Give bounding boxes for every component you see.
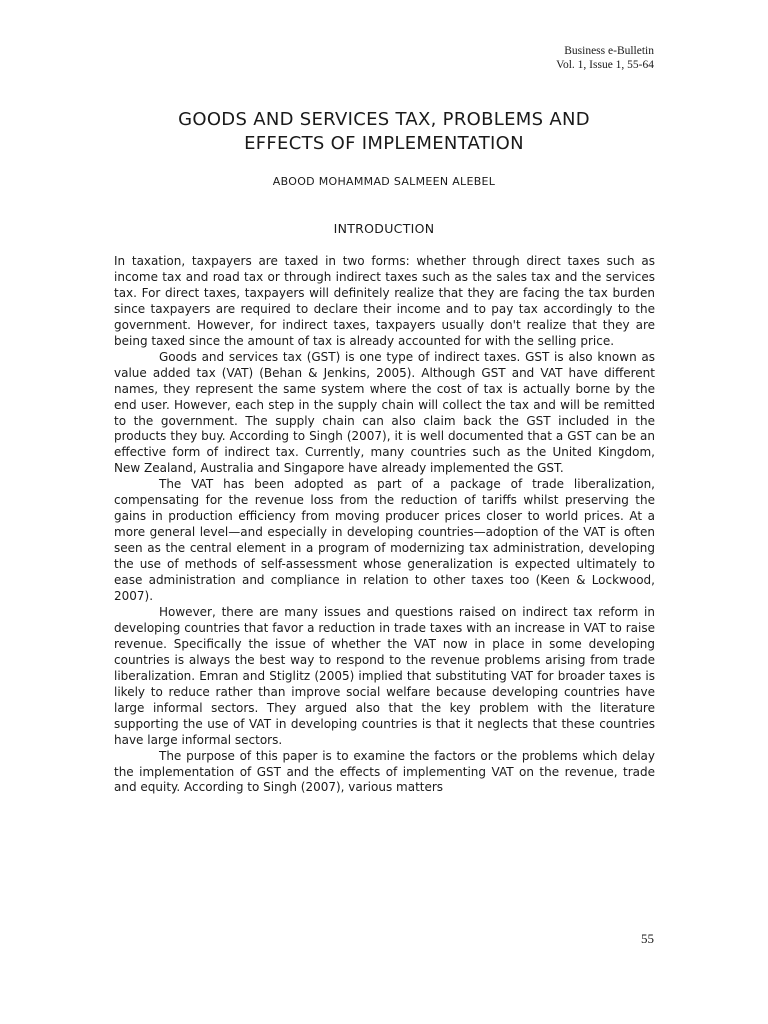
- page-number: 55: [641, 931, 654, 946]
- journal-header: [556, 44, 654, 72]
- paragraph: However, there are many issues and questions raised on indirect tax reform in developing countries that favor a reduction in trade taxes with an increase in VAT to raise revenue. Specifically the issue of whether the VAT now in place in some developing countries is always the best way to respond to the revenue problems arising from trade liberalization. Emran and Stiglitz (2005) implied that substituting VAT for broader taxes is likely to reduce rather than improve social welfare because developing countries have large informal sectors. They argued also that the key problem with the literature supporting the use of VAT in developing countries is that it neglects that these countries have large informal sectors.: [114, 604, 655, 747]
- body-text: [114, 254, 655, 796]
- paper-title: [114, 108, 654, 156]
- journal-name: Business e-Bulletin: [564, 45, 654, 57]
- section-heading: INTRODUCTION: [333, 221, 435, 236]
- journal-issue: Vol. 1, Issue 1, 55-64: [556, 59, 654, 71]
- paragraph: The VAT has been adopted as part of a package of trade liberalization, compensating for the revenue loss from the reduction of tariffs whilst preserving the gains in production efficiency from moving producer prices closer to world prices. At a more general level—and especially in developing countries—adoption of the VAT is often seen as the central element in a program of modernizing tax administration, developing the use of methods of self-assessment whose generalization is expected ultimately to ease administration and compliance in relation to other taxes too (Keen & Lockwood, 2007).: [114, 477, 655, 604]
- paragraph: The purpose of this paper is to examine the factors or the problems which delay the implementation of GST and the effects of implementing VAT on the revenue, trade and equity. According to Singh (2007), various matters: [114, 748, 655, 795]
- paragraph: Goods and services tax (GST) is one type of indirect taxes. GST is also known as value added tax (VAT) (Behan & Jenkins, 2005). Although GST and VAT have different names, they represent the same system where the cost of tax is actually borne by the end user. However, each step in the supply chain will collect the tax and will be remitted to the government. The supply chain can also claim back the GST included in the products they buy. According to Singh (2007), it is well documented that a GST can be an effective form of indirect tax. Currently, many countries such as the United Kingdom, New Zealand, Australia and Singapore have already implemented the GST.: [114, 349, 655, 476]
- author-name: ABOOD MOHAMMAD SALMEEN ALEBEL: [272, 175, 496, 188]
- paper-title-line-2: EFFECTS OF IMPLEMENTATION: [244, 133, 524, 154]
- paper-title-line-1: GOODS AND SERVICES TAX, PROBLEMS AND: [178, 109, 590, 130]
- paragraph: In taxation, taxpayers are taxed in two forms: whether through direct taxes such as income tax and road tax or through indirect taxes such as the sales tax and the services tax. For direct taxes, taxpayers will definitely realize that they are facing the tax burden since taxpayers are required to declare their income and to pay tax accordingly to the government. However, for indirect taxes, taxpayers usually don't realize that they are being taxed since the amount of tax is already accounted for with the selling price.: [114, 254, 655, 348]
